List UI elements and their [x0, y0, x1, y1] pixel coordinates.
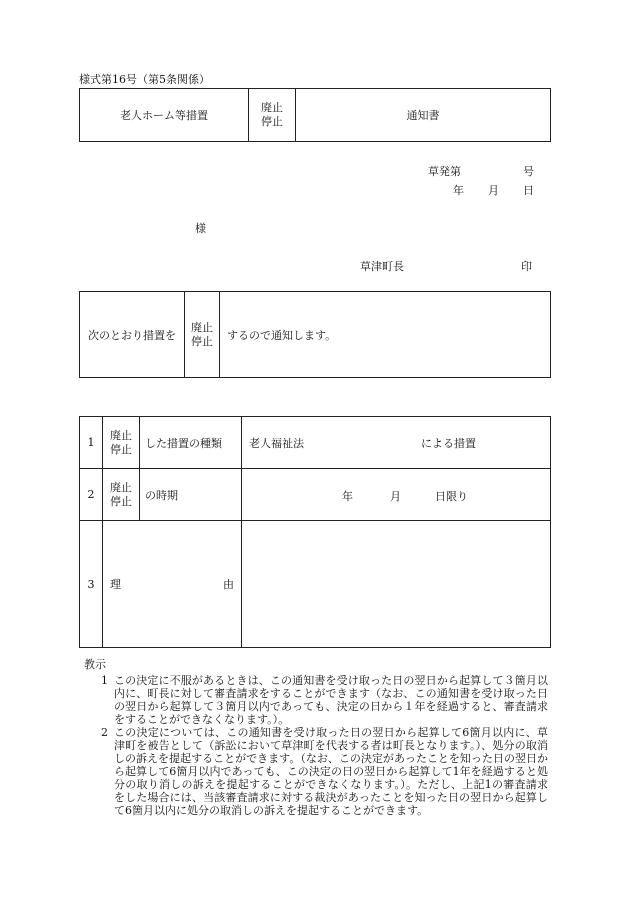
- notes-heading: 教示: [84, 658, 106, 671]
- date-year: 年: [453, 184, 464, 197]
- notice-table: [79, 291, 551, 378]
- row1-value: [242, 417, 551, 469]
- date-month: 月: [488, 184, 499, 197]
- row1-label: した措置の種類: [140, 417, 242, 469]
- doc-number-prefix: 草発第: [428, 165, 461, 178]
- period-month: 月: [390, 489, 401, 503]
- row2-number: 2: [80, 469, 103, 521]
- note-item: [88, 726, 548, 817]
- option-teishi: 停止: [191, 334, 213, 348]
- period-day: 日限り: [435, 489, 468, 503]
- reason-label-left: 理: [110, 578, 121, 591]
- doc-number-suffix: 号: [523, 165, 534, 178]
- detail-table: [79, 416, 551, 648]
- note-number: 2: [101, 726, 108, 739]
- note-item: [88, 674, 548, 726]
- title-options: [249, 89, 296, 142]
- option-teishi: 停止: [110, 442, 132, 456]
- row2-label: の時期: [140, 469, 242, 521]
- note-text: この決定については、この通知書を受け取った日の翌日から起算して6箇月以内に、草津町を被告として（訴訟において草津町を代表する者は町長となります。）、処分の取消しの訴えを提起することができます。（なお、この決定があったことを知った日の翌日から起算して6箇月以内であっても、この決定の日の翌日から起算して1年を経過すると処分の取り消しの訴えを提起することができなくなります。）。ただし、上記1の審査請求をした場合には、当該審査請求に対する裁決があったことを知った日の翌日から起算して6箇月以内に処分の取消しの訴えを提起することができます。: [114, 726, 548, 817]
- notice-left: 次のとおり措置を: [80, 292, 185, 378]
- form-number: 様式第16号（第5条関係）: [79, 73, 210, 86]
- option-haishi: 廃止: [261, 101, 283, 114]
- notes-section: [84, 658, 548, 817]
- option-teishi: 停止: [261, 115, 283, 128]
- row1-options: [103, 417, 140, 469]
- note-text: この決定に不服があるときは、この通知書を受け取った日の翌日から起算して３箇月以内に、町長に対して審査請求をすることができます（なお、この通知書を受け取った日の翌日から起算して３箇月以内であっても、決定の日から１年を経過すると、審査請求をすることができなくなります。）。: [114, 674, 548, 726]
- row2-options: [103, 469, 140, 521]
- law-name: 老人福祉法: [249, 436, 304, 450]
- reason-field: [242, 521, 551, 648]
- option-haishi: 廃止: [191, 320, 213, 334]
- option-teishi: 停止: [110, 494, 132, 508]
- recipient-suffix: 様: [195, 222, 206, 235]
- title-left: 老人ホーム等措置: [80, 89, 249, 142]
- sender-title: 草津町長: [360, 260, 404, 273]
- title-table: [79, 88, 551, 142]
- note-number: 1: [101, 674, 108, 687]
- measure-suffix: による措置: [421, 436, 476, 450]
- option-haishi: 廃止: [110, 480, 132, 494]
- notice-options: [185, 292, 220, 378]
- row1-number: 1: [80, 417, 103, 469]
- notice-right: するので通知します。: [220, 292, 551, 378]
- sender-seal: 印: [521, 260, 532, 273]
- row3-label: [103, 521, 242, 648]
- row2-value: [242, 469, 551, 521]
- date-day: 日: [523, 184, 534, 197]
- title-right: 通知書: [296, 89, 551, 142]
- period-year: 年: [342, 489, 353, 503]
- reason-label-right: 由: [223, 578, 234, 591]
- row3-number: 3: [80, 521, 103, 648]
- option-haishi: 廃止: [110, 428, 132, 442]
